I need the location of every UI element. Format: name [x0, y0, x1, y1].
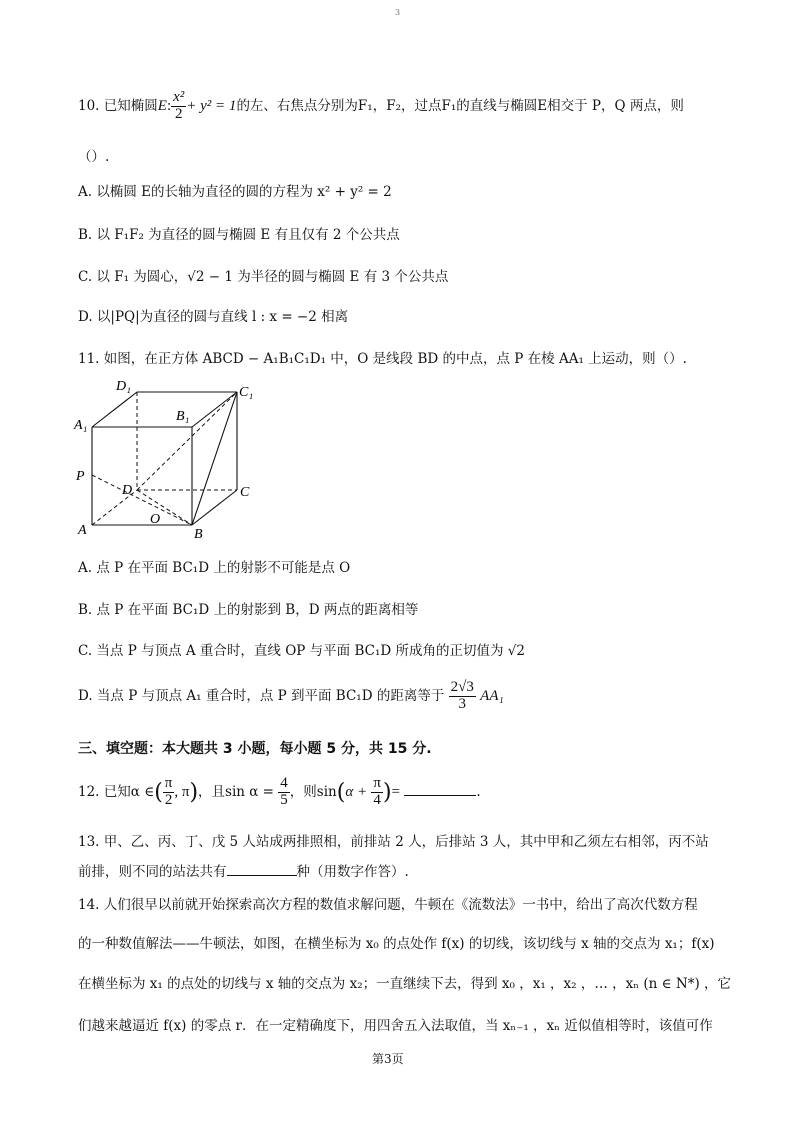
label-d: D [122, 483, 133, 498]
q12-interval-fraction: $\frac{\pi}{2}$ [164, 775, 173, 808]
q10-equation-fraction: $\frac{\text{x²}}{2}$ [173, 89, 185, 122]
q12-part3: ，则sin [289, 783, 337, 800]
q11-option-c: C. 当点 P 与顶点 A 重合时，直线 OP 与平面 BC₁D 所成角的正切值为 √2 [78, 643, 525, 659]
q12-sin-fraction: $\frac{4}{5}$ [280, 775, 288, 808]
q10-option-c: C. 以 F₁ 为圆心，√2 − 1 为半径的圆与椭圆 E 有 3 个公共点 [78, 269, 449, 285]
q10-ellipse-label: E [157, 97, 167, 114]
q13-line2-post: 种（用数字作答）. [296, 864, 409, 880]
label-b: B [194, 527, 203, 542]
q11-stem-text: 如图，在正方体 ABCD − A₁B₁C₁D₁ 中，O 是线段 BD 的中点，点 P 在棱 AA₁ 上运动，则（）. [103, 351, 687, 367]
cube-figure [70, 372, 270, 547]
q11-stem [78, 347, 687, 367]
q12-number: 12. [78, 783, 100, 800]
q10-stem: 10. 已知椭圆E: $\frac{\text{x²}}{2}$ + y² = 1的左、右焦点分别为F₁，F₂，过点F₁的直线与椭圆E相交于 P，Q 两点，则 [78, 89, 684, 122]
q11-option-a: A. 点 P 在平面 BC₁D 上的射影不可能是点 O [78, 560, 351, 576]
q12-stem: 12. 已知α ∈( $\frac{\pi}{2}$ , π)，且sin α = $\frac{4}{5}$ ，则sin(α + $\frac{\pi}{4}$ )= . [78, 775, 481, 808]
label-d1: D₁ [116, 379, 131, 394]
q10-option-a: A. 以椭圆 E的长轴为直径的圆的方程为 x² + y² = 2 [78, 184, 392, 200]
q12-part2: ，且sin α = [198, 783, 274, 800]
q11-option-d-aa1: AA₁ [480, 687, 504, 704]
q12-answer-blank[interactable] [404, 795, 476, 796]
q12-end: . [476, 783, 481, 800]
q11-option-d-text: D. 当点 P 与顶点 A₁ 重合时，点 P 到平面 BC₁D 的距离等于 [78, 687, 445, 704]
q14-line2: 的一种数值解法——牛顿法，如图，在横坐标为 x₀ 的点处作 f(x) 的切线，该切线与 x 轴的交点为 x₁；f(x) [78, 936, 715, 952]
q13-line2-pre: 前排，则不同的站法共有 [78, 864, 227, 880]
q11-number: 11. [78, 351, 100, 367]
q10-stem-pre: 已知椭圆 [103, 97, 158, 114]
label-c1: C₁ [239, 385, 254, 400]
label-c: C [240, 485, 250, 500]
label-o: O [150, 512, 161, 527]
q11-option-b: B. 点 P 在平面 BC₁D 上的射影到 B，D 两点的距离相等 [78, 602, 419, 618]
q13-line2 [78, 860, 409, 880]
q10-equation-rest: + y² = 1 [186, 97, 237, 114]
q11-option-d [78, 680, 504, 713]
label-a: A [78, 523, 87, 538]
q12-equals: = [391, 783, 401, 800]
q14-line1: 14. 人们很早以前就开始探索高次方程的数值求解问题，牛顿在《流数法》一书中，给出了高次代数方程 [78, 897, 698, 913]
q10-option-d: D. 以|PQ|为直径的圆与直线 l : x = −2 相离 [78, 309, 349, 325]
q13-line1: 13. 甲、乙、丙、丁、戊 5 人站成两排照相，前排站 2 人，后排站 3 人，其中甲和乙须左右相邻，丙不站 [78, 834, 709, 850]
page-marker: 3 [395, 8, 401, 17]
q10-number: 10. [78, 97, 100, 114]
page-footer: 第3页 [372, 1052, 404, 1066]
label-b1: B₁ [176, 409, 190, 424]
q12-inner: α + [345, 783, 368, 800]
q14-line3: 在横坐标为 x₁ 的点处的切线与 x 轴的交点为 x₂；一直继续下去，得到 x₀ ，x₁ ，x₂ ，… ，xₙ (n ∈ N*) ，它 [78, 976, 732, 992]
q12-part1: 已知α ∈ [103, 783, 155, 800]
label-p: P [76, 469, 85, 484]
q12-inner-fraction: $\frac{\pi}{4}$ [373, 775, 381, 808]
q13-answer-blank[interactable] [227, 875, 297, 876]
label-a1: A₁ [74, 418, 88, 433]
q10-paren: （）. [78, 149, 110, 165]
q14-line4: 们越来越逼近 f(x) 的零点 r．在一定精确度下，用四舍五入法取值，当 xₙ₋₁ ，xₙ 近似值相等时，该值可作 [78, 1018, 713, 1034]
q11-option-d-fraction: $\frac{2√3}{3}$ [450, 679, 474, 712]
q10-stem-post: 的左、右焦点分别为F₁，F₂，过点F₁的直线与椭圆E相交于 P，Q 两点，则 [236, 97, 684, 114]
q12-interval-rest: , π [174, 783, 190, 800]
q10-option-b: B. 以 F₁F₂ 为直径的圆与椭圆 E 有且仅有 2 个公共点 [78, 227, 400, 243]
section-3-heading: 三、填空题：本大题共 3 小题，每小题 5 分，共 15 分. [78, 741, 432, 757]
